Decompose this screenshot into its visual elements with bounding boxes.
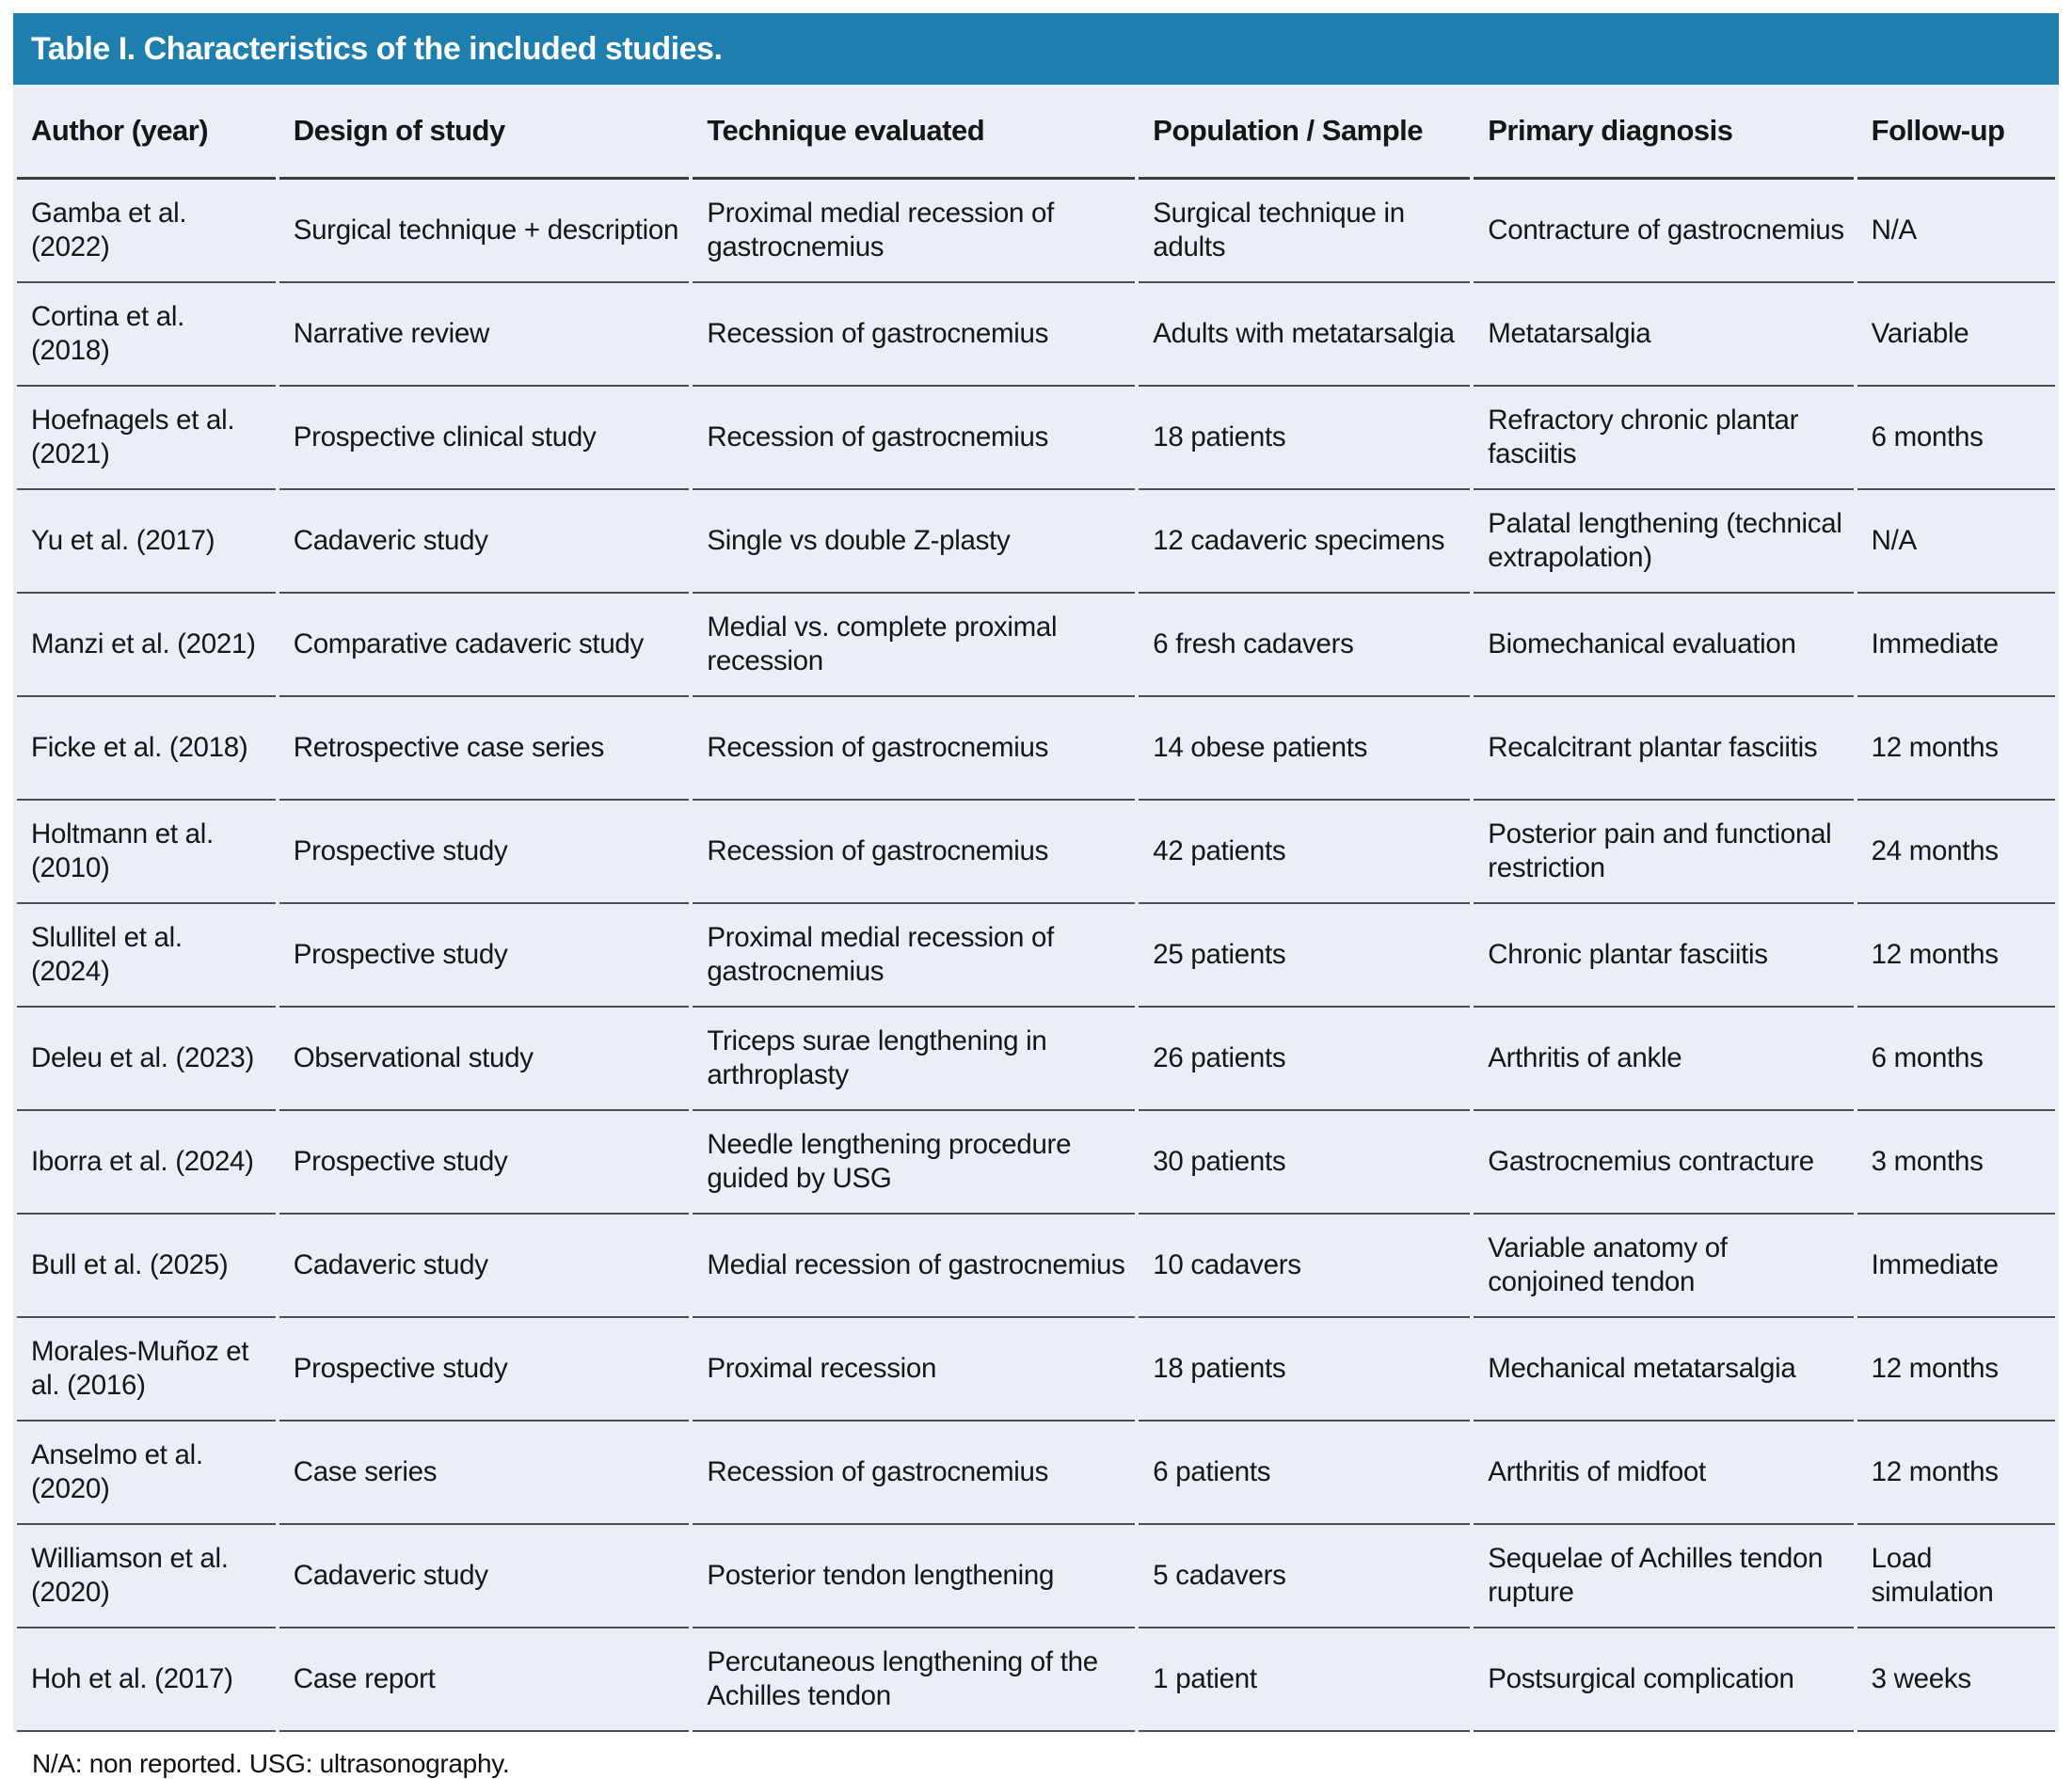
- studies-table: [13, 85, 2059, 1732]
- table-cell: Adults with metatarsalgia: [1139, 283, 1470, 387]
- table-cell: Proximal medial recession of gastrocnemius: [693, 180, 1135, 283]
- table-row: [17, 387, 2055, 490]
- table-cell: Contracture of gastrocnemius: [1474, 180, 1853, 283]
- table-cell: Gamba et al. (2022): [17, 180, 276, 283]
- table-row: [17, 1008, 2055, 1111]
- table-cell: Postsurgical complication: [1474, 1628, 1853, 1732]
- table-cell: 18 patients: [1139, 1318, 1470, 1422]
- table-row: [17, 180, 2055, 283]
- table-cell: Immediate: [1857, 594, 2055, 697]
- table-row: [17, 490, 2055, 594]
- table-cell: 14 obese patients: [1139, 697, 1470, 801]
- table-cell: 30 patients: [1139, 1111, 1470, 1215]
- table-cell: 3 weeks: [1857, 1628, 2055, 1732]
- table-cell: Sequelae of Achilles tendon rupture: [1474, 1525, 1853, 1628]
- table-cell: Retrospective case series: [279, 697, 690, 801]
- column-header-0: Author (year): [17, 85, 276, 180]
- table-cell: Cadaveric study: [279, 1525, 690, 1628]
- table-cell: 5 cadavers: [1139, 1525, 1470, 1628]
- table-cell: Posterior pain and functional restriction: [1474, 801, 1853, 904]
- table-cell: 24 months: [1857, 801, 2055, 904]
- table-cell: Recession of gastrocnemius: [693, 801, 1135, 904]
- table-cell: Gastrocnemius contracture: [1474, 1111, 1853, 1215]
- table-cell: Holtmann et al. (2010): [17, 801, 276, 904]
- table-cell: 18 patients: [1139, 387, 1470, 490]
- table-cell: Hoh et al. (2017): [17, 1628, 276, 1732]
- table-cell: Prospective clinical study: [279, 387, 690, 490]
- table-cell: Ficke et al. (2018): [17, 697, 276, 801]
- table-cell: Manzi et al. (2021): [17, 594, 276, 697]
- table-cell: Medial recession of gastrocnemius: [693, 1215, 1135, 1318]
- table-cell: 6 patients: [1139, 1422, 1470, 1525]
- table-cell: 1 patient: [1139, 1628, 1470, 1732]
- table-cell: 42 patients: [1139, 801, 1470, 904]
- table-cell: Recalcitrant plantar fasciitis: [1474, 697, 1853, 801]
- table-cell: N/A: [1857, 490, 2055, 594]
- table-cell: Observational study: [279, 1008, 690, 1111]
- column-header-3: Population / Sample: [1139, 85, 1470, 180]
- table-cell: 12 months: [1857, 1318, 2055, 1422]
- table-cell: 10 cadavers: [1139, 1215, 1470, 1318]
- table-cell: Comparative cadaveric study: [279, 594, 690, 697]
- table-cell: Metatarsalgia: [1474, 283, 1853, 387]
- table-row: [17, 283, 2055, 387]
- table-cell: Surgical technique + description: [279, 180, 690, 283]
- table-cell: Cadaveric study: [279, 1215, 690, 1318]
- table-cell: 26 patients: [1139, 1008, 1470, 1111]
- table-cell: Prospective study: [279, 1111, 690, 1215]
- table-cell: 6 fresh cadavers: [1139, 594, 1470, 697]
- table-cell: Single vs double Z-plasty: [693, 490, 1135, 594]
- table-cell: Immediate: [1857, 1215, 2055, 1318]
- column-header-5: Follow-up: [1857, 85, 2055, 180]
- table-title: Table I. Characteristics of the included studies.: [31, 30, 723, 67]
- table-cell: Slullitel et al. (2024): [17, 904, 276, 1008]
- table-row: [17, 1215, 2055, 1318]
- table-cell: Recession of gastrocnemius: [693, 1422, 1135, 1525]
- table-cell: Recession of gastrocnemius: [693, 387, 1135, 490]
- table-cell: Cadaveric study: [279, 490, 690, 594]
- table-cell: Anselmo et al. (2020): [17, 1422, 276, 1525]
- table-cell: Case report: [279, 1628, 690, 1732]
- table-cell: Refractory chronic plantar fasciitis: [1474, 387, 1853, 490]
- table-cell: Case series: [279, 1422, 690, 1525]
- table-cell: Deleu et al. (2023): [17, 1008, 276, 1111]
- table-row: [17, 1628, 2055, 1732]
- table-cell: 12 months: [1857, 1422, 2055, 1525]
- table-cell: Bull et al. (2025): [17, 1215, 276, 1318]
- table-cell: Prospective study: [279, 1318, 690, 1422]
- table-cell: Surgical technique in adults: [1139, 180, 1470, 283]
- table-title-bar: [13, 13, 2059, 85]
- table-row: [17, 1318, 2055, 1422]
- study-table-card: [13, 13, 2059, 1732]
- table-row: [17, 1422, 2055, 1525]
- table-cell: Recession of gastrocnemius: [693, 697, 1135, 801]
- table-cell: N/A: [1857, 180, 2055, 283]
- table-cell: Hoefnagels et al. (2021): [17, 387, 276, 490]
- column-header-4: Primary diagnosis: [1474, 85, 1853, 180]
- table-cell: Narrative review: [279, 283, 690, 387]
- table-cell: Prospective study: [279, 801, 690, 904]
- table-cell: 12 months: [1857, 697, 2055, 801]
- table-cell: Load simulation: [1857, 1525, 2055, 1628]
- table-cell: 6 months: [1857, 1008, 2055, 1111]
- table-row: [17, 594, 2055, 697]
- table-footnote: N/A: non reported. USG: ultrasonography.: [32, 1749, 510, 1778]
- table-cell: 12 months: [1857, 904, 2055, 1008]
- table-cell: Triceps surae lengthening in arthroplasty: [693, 1008, 1135, 1111]
- table-cell: 6 months: [1857, 387, 2055, 490]
- table-cell: Variable: [1857, 283, 2055, 387]
- table-cell: Arthritis of ankle: [1474, 1008, 1853, 1111]
- table-cell: Proximal medial recession of gastrocnemius: [693, 904, 1135, 1008]
- table-row: [17, 697, 2055, 801]
- table-cell: Prospective study: [279, 904, 690, 1008]
- table-cell: Needle lengthening procedure guided by USG: [693, 1111, 1135, 1215]
- table-cell: Proximal recession: [693, 1318, 1135, 1422]
- table-cell: Cortina et al. (2018): [17, 283, 276, 387]
- table-cell: 12 cadaveric specimens: [1139, 490, 1470, 594]
- table-cell: Iborra et al. (2024): [17, 1111, 276, 1215]
- table-row: [17, 904, 2055, 1008]
- table-row: [17, 801, 2055, 904]
- table-cell: Williamson et al. (2020): [17, 1525, 276, 1628]
- table-cell: Variable anatomy of conjoined tendon: [1474, 1215, 1853, 1318]
- table-row: [17, 1525, 2055, 1628]
- table-header-row: [17, 85, 2055, 180]
- table-cell: Palatal lengthening (technical extrapolation): [1474, 490, 1853, 594]
- column-header-1: Design of study: [279, 85, 690, 180]
- column-header-2: Technique evaluated: [693, 85, 1135, 180]
- table-cell: 25 patients: [1139, 904, 1470, 1008]
- table-cell: Posterior tendon lengthening: [693, 1525, 1135, 1628]
- table-cell: Chronic plantar fasciitis: [1474, 904, 1853, 1008]
- table-cell: Yu et al. (2017): [17, 490, 276, 594]
- table-cell: Recession of gastrocnemius: [693, 283, 1135, 387]
- table-row: [17, 1111, 2055, 1215]
- table-cell: Biomechanical evaluation: [1474, 594, 1853, 697]
- table-cell: 3 months: [1857, 1111, 2055, 1215]
- table-cell: Morales-Muñoz et al. (2016): [17, 1318, 276, 1422]
- table-cell: Percutaneous lengthening of the Achilles tendon: [693, 1628, 1135, 1732]
- table-cell: Mechanical metatarsalgia: [1474, 1318, 1853, 1422]
- table-cell: Medial vs. complete proximal recession: [693, 594, 1135, 697]
- table-cell: Arthritis of midfoot: [1474, 1422, 1853, 1525]
